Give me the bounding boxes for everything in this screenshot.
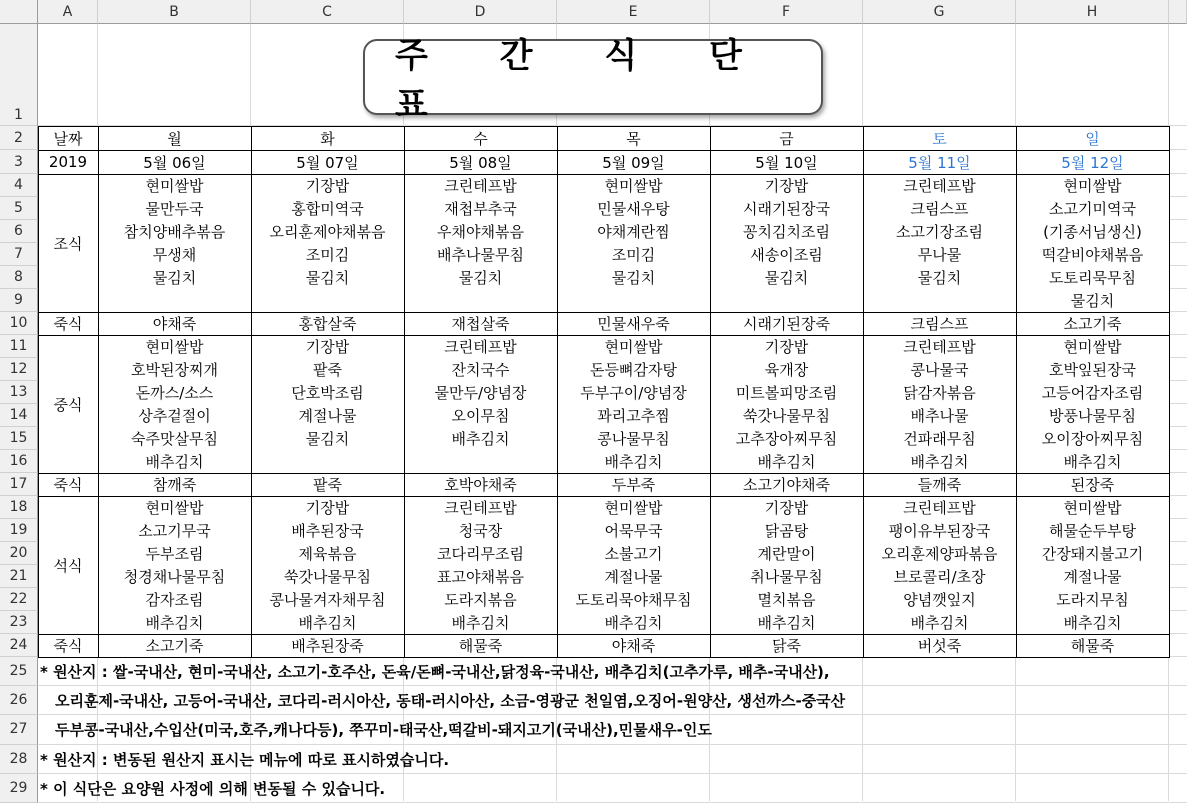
menu-cell[interactable]: 해물죽	[404, 634, 557, 657]
menu-cell[interactable]: 오이무침	[404, 404, 557, 427]
menu-cell[interactable]: 배추김치	[98, 450, 251, 473]
menu-cell[interactable]	[98, 289, 251, 312]
border-v	[38, 126, 39, 658]
menu-cell[interactable]: 브로콜리/초장	[863, 565, 1016, 588]
row-header-15[interactable]: 15	[0, 427, 38, 450]
menu-cell[interactable]	[404, 289, 557, 312]
menu-cell[interactable]: 크린테프밥	[404, 174, 557, 197]
note-line: * 원산지 : 변동된 원산지 표시는 메뉴에 따로 표시하였습니다.	[40, 750, 450, 769]
menu-cell[interactable]: 어묵무국	[557, 519, 710, 542]
row-header-22[interactable]: 22	[0, 588, 38, 611]
menu-cell[interactable]: 소불고기	[557, 542, 710, 565]
menu-cell[interactable]: 닭죽	[710, 634, 863, 657]
menu-cell[interactable]: 배추김치	[863, 450, 1016, 473]
row-header-19[interactable]: 19	[0, 519, 38, 542]
menu-cell[interactable]: 고추장아찌무침	[710, 427, 863, 450]
menu-cell[interactable]: 멸치볶음	[710, 588, 863, 611]
border-v	[710, 126, 711, 658]
year-cell[interactable]: 2019	[38, 150, 98, 174]
day-header-cell[interactable]: 목	[557, 126, 710, 150]
menu-cell[interactable]: 현미쌀밥	[98, 496, 251, 519]
border-v	[404, 126, 405, 658]
date-cell[interactable]: 5월 08일	[404, 150, 557, 174]
date-cell[interactable]: 5월 12일	[1016, 150, 1169, 174]
menu-cell[interactable]: 고등어감자조림	[1016, 381, 1169, 404]
menu-cell[interactable]: 물김치	[404, 266, 557, 289]
menu-cell[interactable]: 크림스프	[863, 312, 1016, 335]
menu-cell[interactable]: 계절나물	[1016, 565, 1169, 588]
menu-cell[interactable]: 물김치	[1016, 289, 1169, 312]
row-header-9[interactable]: 9	[0, 289, 38, 312]
menu-cell[interactable]: 새송이조림	[710, 243, 863, 266]
menu-cell[interactable]: 호박된장찌개	[98, 358, 251, 381]
menu-cell[interactable]: 시래기된장국	[710, 197, 863, 220]
row-header-1[interactable]: 1	[0, 24, 38, 126]
menu-cell[interactable]: 닭곰탕	[710, 519, 863, 542]
menu-cell[interactable]: 물김치	[251, 427, 404, 450]
menu-cell[interactable]: 물만두/양념장	[404, 381, 557, 404]
row-header-26[interactable]: 26	[0, 686, 38, 715]
meal-label-breakfast_porridge[interactable]: 죽식	[38, 312, 98, 335]
menu-cell[interactable]: 호박야채죽	[404, 473, 557, 496]
menu-cell[interactable]: 현미쌀밥	[1016, 496, 1169, 519]
day-header-cell[interactable]: 일	[1016, 126, 1169, 150]
menu-cell[interactable]: 조미김	[557, 243, 710, 266]
row-header-16[interactable]: 16	[0, 450, 38, 473]
menu-cell[interactable]: 단호박조림	[251, 381, 404, 404]
menu-cell[interactable]: 계절나물	[557, 565, 710, 588]
row-header-21[interactable]: 21	[0, 565, 38, 588]
page-title: 주 간 식 단 표	[395, 36, 772, 125]
row-header-23[interactable]: 23	[0, 611, 38, 634]
menu-cell[interactable]: 쑥갓나물무침	[251, 565, 404, 588]
menu-cell[interactable]: 배추김치	[404, 611, 557, 634]
menu-cell[interactable]: 육개장	[710, 358, 863, 381]
column-header-e[interactable]: E	[557, 0, 710, 24]
menu-cell[interactable]: 버섯죽	[863, 634, 1016, 657]
menu-cell[interactable]: 물김치	[863, 266, 1016, 289]
border-v	[1016, 126, 1017, 658]
menu-cell[interactable]: 우채야채볶음	[404, 220, 557, 243]
menu-cell[interactable]: 홍합살죽	[251, 312, 404, 335]
row-header-29[interactable]: 29	[0, 774, 38, 803]
row-header-4[interactable]: 4	[0, 174, 38, 197]
row-header-28[interactable]: 28	[0, 745, 38, 774]
menu-cell[interactable]: 현미쌀밥	[98, 174, 251, 197]
menu-cell[interactable]: 배추김치	[251, 611, 404, 634]
menu-cell[interactable]: 물김치	[251, 266, 404, 289]
menu-cell[interactable]: 배추김치	[710, 611, 863, 634]
menu-cell[interactable]: 현미쌀밥	[557, 496, 710, 519]
border-v	[251, 126, 252, 658]
menu-cell[interactable]: 돈등뼈감자탕	[557, 358, 710, 381]
menu-cell[interactable]: 된장죽	[1016, 473, 1169, 496]
menu-cell[interactable]: 배추나물무침	[404, 243, 557, 266]
menu-cell[interactable]: 크린테프밥	[404, 335, 557, 358]
row-header-20[interactable]: 20	[0, 542, 38, 565]
row-header-11[interactable]: 11	[0, 335, 38, 358]
menu-cell[interactable]: 배추김치	[98, 611, 251, 634]
menu-cell[interactable]: 도토리묵야채무침	[557, 588, 710, 611]
menu-cell[interactable]: 잔치국수	[404, 358, 557, 381]
menu-cell[interactable]: 크린테프밥	[863, 174, 1016, 197]
menu-cell[interactable]: 팽이유부된장국	[863, 519, 1016, 542]
menu-cell[interactable]: 참치양배추볶음	[98, 220, 251, 243]
border-h	[38, 473, 1170, 474]
menu-cell[interactable]: 물김치	[557, 266, 710, 289]
border-v	[1169, 126, 1170, 658]
menu-cell[interactable]: 배추김치	[1016, 450, 1169, 473]
menu-cell[interactable]: 해물순두부탕	[1016, 519, 1169, 542]
menu-cell[interactable]: 배추김치	[710, 450, 863, 473]
menu-cell[interactable]: 돈까스/소스	[98, 381, 251, 404]
menu-cell[interactable]: 시래기된장죽	[710, 312, 863, 335]
menu-cell[interactable]: 배추김치	[863, 611, 1016, 634]
border-h	[38, 634, 1170, 635]
menu-cell[interactable]: 방풍나물무침	[1016, 404, 1169, 427]
row-header-13[interactable]: 13	[0, 381, 38, 404]
menu-cell[interactable]: 콩나물겨자채무침	[251, 588, 404, 611]
menu-cell[interactable]: 두부조림	[98, 542, 251, 565]
menu-cell[interactable]: 감자조림	[98, 588, 251, 611]
menu-cell[interactable]	[251, 450, 404, 473]
column-header-g[interactable]: G	[863, 0, 1016, 24]
menu-cell[interactable]: 크림스프	[863, 197, 1016, 220]
menu-cell[interactable]: 두부구이/양념장	[557, 381, 710, 404]
menu-cell[interactable]: 해물죽	[1016, 634, 1169, 657]
menu-cell[interactable]: 기장밥	[251, 496, 404, 519]
menu-cell[interactable]: 청국장	[404, 519, 557, 542]
menu-cell[interactable]: 제육볶음	[251, 542, 404, 565]
meal-label-lunch[interactable]: 중식	[38, 335, 98, 473]
row-header-8[interactable]: 8	[0, 266, 38, 289]
menu-cell[interactable]: 기장밥	[710, 174, 863, 197]
menu-cell[interactable]: 참깨죽	[98, 473, 251, 496]
border-h	[38, 312, 1170, 313]
date-cell[interactable]: 5월 07일	[251, 150, 404, 174]
menu-cell[interactable]: 크린테프밥	[404, 496, 557, 519]
menu-cell[interactable]: 크린테프밥	[863, 335, 1016, 358]
day-header-cell[interactable]: 화	[251, 126, 404, 150]
note-line: 두부콩-국내산,수입산(미국,호주,캐나다등), 쭈꾸미-태국산,떡갈비-돼지고기(국내산),민물새우-인도	[55, 721, 712, 740]
menu-cell[interactable]: 무생채	[98, 243, 251, 266]
title-shape[interactable]	[363, 36, 823, 125]
menu-cell[interactable]	[710, 289, 863, 312]
menu-cell[interactable]: 양념깻잎지	[863, 588, 1016, 611]
menu-cell[interactable]: 현미쌀밥	[1016, 174, 1169, 197]
menu-cell[interactable]: 배추김치	[404, 427, 557, 450]
border-h	[38, 496, 1170, 497]
menu-cell[interactable]: 야채죽	[557, 634, 710, 657]
menu-cell[interactable]: 건파래무침	[863, 427, 1016, 450]
menu-cell[interactable]: 현미쌀밥	[98, 335, 251, 358]
menu-cell[interactable]: 미트볼피망조림	[710, 381, 863, 404]
menu-cell[interactable]: 꽈리고추찜	[557, 404, 710, 427]
menu-cell[interactable]	[251, 289, 404, 312]
menu-cell[interactable]: 배추나물	[863, 404, 1016, 427]
menu-cell[interactable]: 소고기무국	[98, 519, 251, 542]
row-header-10[interactable]: 10	[0, 312, 38, 335]
menu-cell[interactable]: (기종서님생신)	[1016, 220, 1169, 243]
border-h	[38, 150, 1170, 151]
day-header-cell[interactable]: 금	[710, 126, 863, 150]
row-header-25[interactable]: 25	[0, 657, 38, 686]
menu-cell[interactable]: 배추된장국	[251, 519, 404, 542]
row-header-27[interactable]: 27	[0, 715, 38, 744]
menu-cell[interactable]: 닭감자볶음	[863, 381, 1016, 404]
row-header-17[interactable]: 17	[0, 473, 38, 496]
border-v	[98, 126, 99, 658]
menu-cell[interactable]: 콩나물무침	[557, 427, 710, 450]
menu-cell[interactable]: 기장밥	[710, 496, 863, 519]
menu-cell[interactable]: 민물새우죽	[557, 312, 710, 335]
menu-cell[interactable]: 두부죽	[557, 473, 710, 496]
meal-label-lunch_porridge[interactable]: 죽식	[38, 473, 98, 496]
menu-cell[interactable]: 크린테프밥	[863, 496, 1016, 519]
note-line: 오리훈제-국내산, 고등어-국내산, 코다리-러시아산, 동태-러시아산, 소금-영광군 천일염,오징어-원양산, 생선까스-중국산	[55, 692, 846, 711]
border-h	[38, 174, 1170, 175]
row-header-12[interactable]: 12	[0, 358, 38, 381]
menu-cell[interactable]: 계절나물	[251, 404, 404, 427]
menu-cell[interactable]: 현미쌀밥	[557, 335, 710, 358]
menu-cell[interactable]: 도토리묵무침	[1016, 266, 1169, 289]
note-line: * 이 식단은 요양원 사정에 의해 변동될 수 있습니다.	[40, 779, 386, 798]
menu-cell[interactable]: 오리훈제야채볶음	[251, 220, 404, 243]
row-header-2[interactable]: 2	[0, 126, 38, 150]
menu-cell[interactable]: 현미쌀밥	[1016, 335, 1169, 358]
menu-cell[interactable]: 기장밥	[710, 335, 863, 358]
menu-cell[interactable]: 꽁치김치조림	[710, 220, 863, 243]
meal-label-breakfast[interactable]: 조식	[38, 174, 98, 312]
menu-cell[interactable]: 배추김치	[1016, 611, 1169, 634]
menu-cell[interactable]: 코다리무조림	[404, 542, 557, 565]
menu-cell[interactable]: 쑥갓나물무침	[710, 404, 863, 427]
menu-cell[interactable]: 소고기장조림	[863, 220, 1016, 243]
menu-cell[interactable]: 들깨죽	[863, 473, 1016, 496]
menu-cell[interactable]: 콩나물국	[863, 358, 1016, 381]
menu-cell[interactable]: 취나물무침	[710, 565, 863, 588]
menu-cell[interactable]: 민물새우탕	[557, 197, 710, 220]
column-header-b[interactable]: B	[98, 0, 251, 24]
menu-cell[interactable]: 숙주맛살무침	[98, 427, 251, 450]
menu-cell[interactable]	[404, 450, 557, 473]
border-v	[557, 126, 558, 658]
menu-cell[interactable]: 오리훈제양파볶음	[863, 542, 1016, 565]
menu-cell[interactable]: 청경채나물무침	[98, 565, 251, 588]
menu-cell[interactable]: 간장돼지불고기	[1016, 542, 1169, 565]
date-cell[interactable]: 5월 10일	[710, 150, 863, 174]
menu-cell[interactable]: 물김치	[98, 266, 251, 289]
border-v	[863, 126, 864, 658]
menu-cell[interactable]: 야채죽	[98, 312, 251, 335]
date-cell[interactable]: 5월 11일	[863, 150, 1016, 174]
meal-label-dinner_porridge[interactable]: 죽식	[38, 634, 98, 657]
menu-cell[interactable]: 물김치	[710, 266, 863, 289]
row-header-24[interactable]: 24	[0, 634, 38, 657]
select-all-corner[interactable]	[0, 0, 38, 24]
date-cell[interactable]: 5월 06일	[98, 150, 251, 174]
menu-cell[interactable]: 떡갈비야채볶음	[1016, 243, 1169, 266]
menu-cell[interactable]: 소고기미역국	[1016, 197, 1169, 220]
menu-cell[interactable]: 야채계란찜	[557, 220, 710, 243]
menu-cell[interactable]	[863, 289, 1016, 312]
column-header-f[interactable]: F	[710, 0, 863, 24]
menu-cell[interactable]: 물만두국	[98, 197, 251, 220]
menu-cell[interactable]: 표고야채볶음	[404, 565, 557, 588]
row-header-14[interactable]: 14	[0, 404, 38, 427]
menu-cell[interactable]	[557, 289, 710, 312]
menu-cell[interactable]: 배추김치	[557, 611, 710, 634]
row-header-3[interactable]: 3	[0, 150, 38, 174]
row-header-18[interactable]: 18	[0, 496, 38, 519]
menu-cell[interactable]: 도라지볶음	[404, 588, 557, 611]
date-label-cell[interactable]: 날짜	[38, 126, 98, 150]
note-line: * 원산지 : 쌀-국내산, 현미-국내산, 소고기-호주산, 돈육/돈뼈-국내산,닭정육-국내산, 배추김치(고추가루, 배추-국내산),	[40, 663, 830, 682]
row-header-7[interactable]: 7	[0, 243, 38, 266]
day-header-cell[interactable]: 수	[404, 126, 557, 150]
menu-cell[interactable]: 현미쌀밥	[557, 174, 710, 197]
menu-cell[interactable]: 오이장아찌무침	[1016, 427, 1169, 450]
menu-cell[interactable]: 소고기죽	[98, 634, 251, 657]
row-header-5[interactable]: 5	[0, 197, 38, 220]
menu-cell[interactable]: 재첩부추국	[404, 197, 557, 220]
menu-cell[interactable]: 재첩살죽	[404, 312, 557, 335]
menu-cell[interactable]: 팥죽	[251, 358, 404, 381]
menu-cell[interactable]: 배추된장죽	[251, 634, 404, 657]
date-cell[interactable]: 5월 09일	[557, 150, 710, 174]
menu-cell[interactable]: 도라지무침	[1016, 588, 1169, 611]
menu-cell[interactable]: 조미김	[251, 243, 404, 266]
border-h	[38, 335, 1170, 336]
row-header-6[interactable]: 6	[0, 220, 38, 243]
day-header-cell[interactable]: 월	[98, 126, 251, 150]
menu-cell[interactable]: 호박잎된장국	[1016, 358, 1169, 381]
menu-cell[interactable]: 계란말이	[710, 542, 863, 565]
menu-cell[interactable]: 기장밥	[251, 174, 404, 197]
day-header-cell[interactable]: 토	[863, 126, 1016, 150]
menu-cell[interactable]: 무나물	[863, 243, 1016, 266]
menu-cell[interactable]: 배추김치	[557, 450, 710, 473]
meal-label-dinner[interactable]: 석식	[38, 496, 98, 634]
column-header-c[interactable]: C	[251, 0, 404, 24]
menu-cell[interactable]: 팥죽	[251, 473, 404, 496]
column-header-a[interactable]: A	[38, 0, 98, 24]
column-header-filler	[1169, 0, 1187, 24]
menu-cell[interactable]: 홍합미역국	[251, 197, 404, 220]
menu-cell[interactable]: 소고기야채죽	[710, 473, 863, 496]
menu-cell[interactable]: 소고기죽	[1016, 312, 1169, 335]
menu-cell[interactable]: 기장밥	[251, 335, 404, 358]
menu-cell[interactable]: 상추겉절이	[98, 404, 251, 427]
column-header-d[interactable]: D	[404, 0, 557, 24]
border-h	[38, 126, 1170, 127]
column-header-h[interactable]: H	[1016, 0, 1169, 24]
